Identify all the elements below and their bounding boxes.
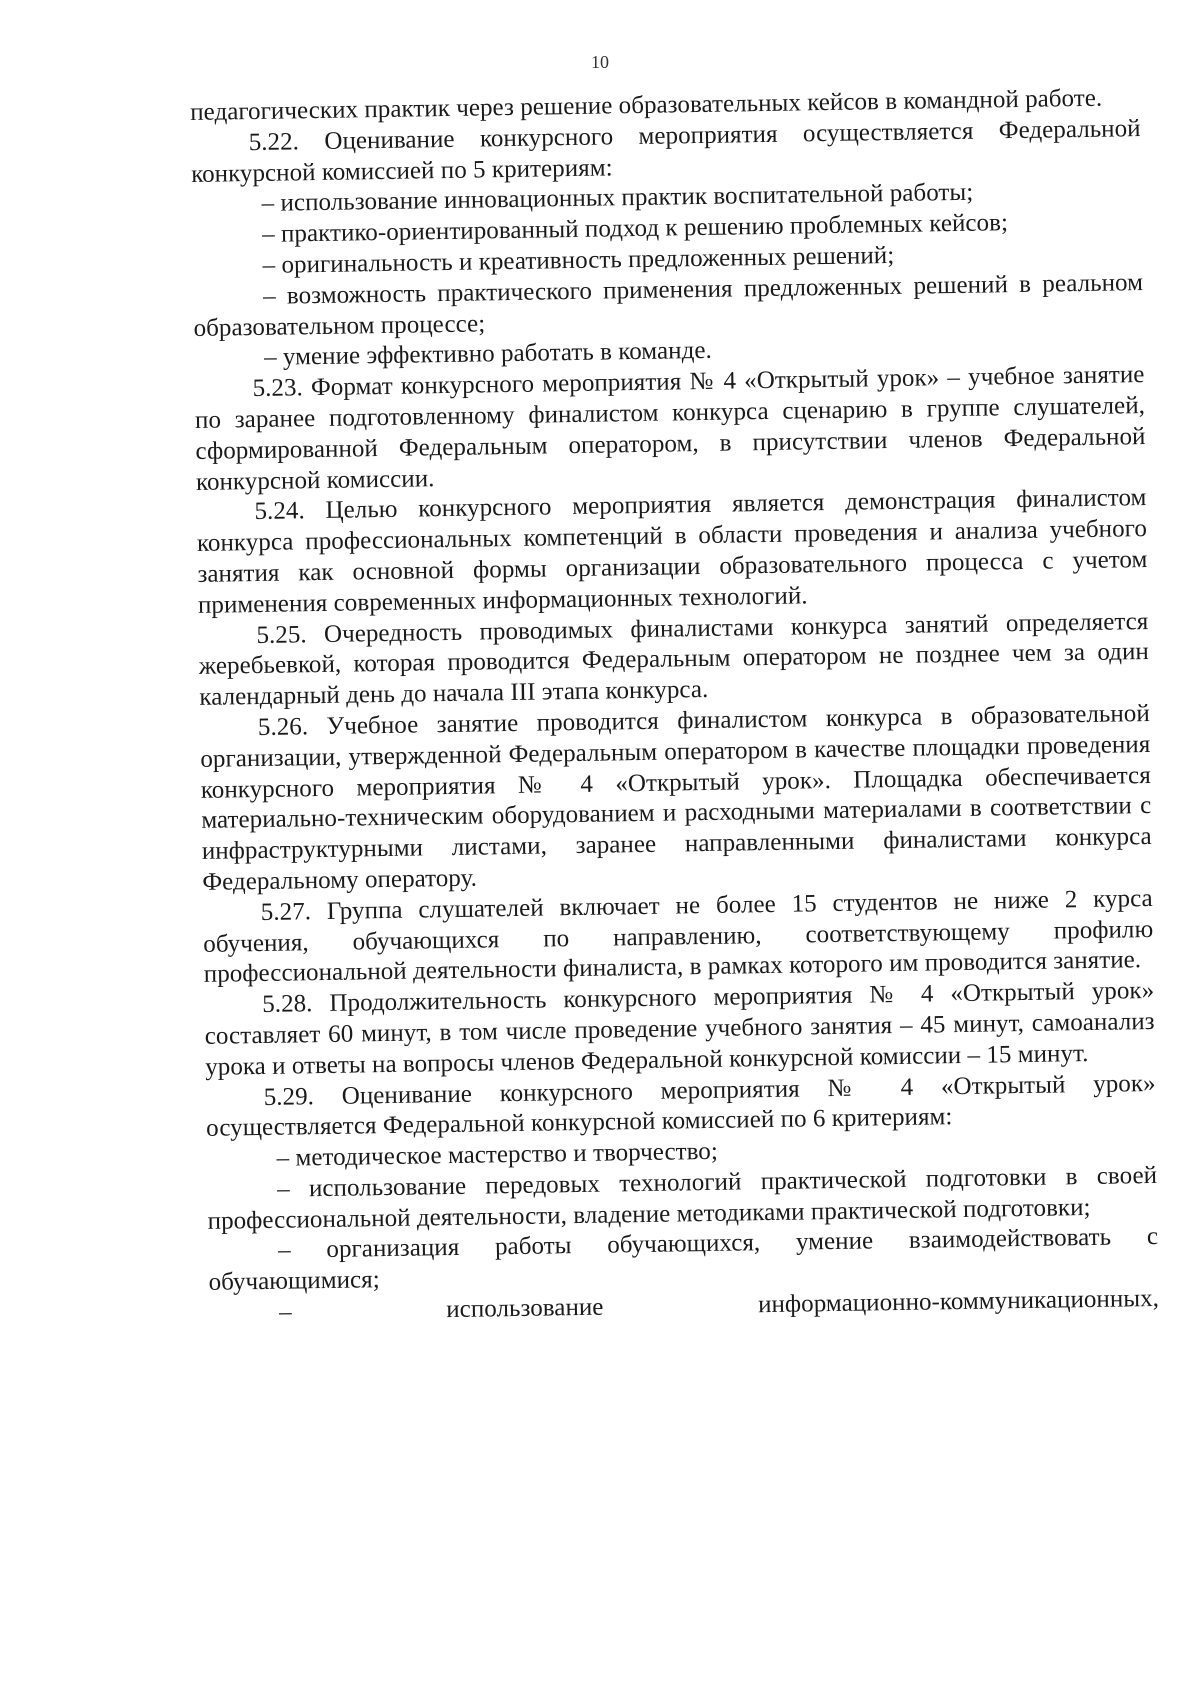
criteria-item: – использование информационно-коммуникационных, bbox=[278, 1285, 1160, 1326]
criteria-item: – умение эффективно работать в команде. bbox=[263, 337, 713, 372]
document-body bbox=[190, 83, 1159, 1330]
page-number: 10 bbox=[591, 52, 609, 72]
criteria-item: – практико-ориентированный подход к решению проблемных кейсов; bbox=[261, 209, 1009, 249]
criteria-item: – использование передовых технологий практической подготовки в своей профессиональной деятельности, владение методиками практической подготовки; bbox=[207, 1161, 1158, 1235]
criteria-item: – оригинальность и креативность предложенных решений; bbox=[262, 241, 895, 279]
clause-5-29: 5.29. Оценивание конкурсного мероприятия № 4 «Открытый урок» осуществляется Федеральной конкурсной комиссией по 6 критериям: bbox=[205, 1069, 1156, 1143]
criteria-item: – организация работы обучающихся, умение взаимодействовать с обучающимися; bbox=[208, 1223, 1159, 1297]
criteria-item: – использование инновационных практик воспитательной работы; bbox=[261, 179, 974, 218]
clause-5-23: 5.23. Формат конкурсного мероприятия № 4 «Открытый урок» – учебное занятие по заранее подготовленному финалистом конкурса сценарию в группе слушателей, сформированной Федеральным оператором, в присутствии членов Федеральной конкурсной комиссии. bbox=[194, 361, 1146, 496]
clause-5-28: 5.28. Продолжительность конкурсного мероприятия № 4 «Открытый урок» составляет 60 минут, в том числе проведение учебного занятия – 45 минут, самоанализ урока и ответы на вопросы членов Федеральной конкурсной комиссии – 15 минут. bbox=[204, 977, 1155, 1081]
criteria-item: – возможность практического применения предложенных решений в реальном образовательном процессе; bbox=[193, 268, 1144, 342]
clause-5-22: 5.22. Оценивание конкурсного мероприятия осуществляется Федеральной конкурсной комиссией по 5 критериям: bbox=[190, 114, 1141, 188]
clause-5-26: 5.26. Учебное занятие проводится финалистом конкурса в образовательной организации, утвержденной Федеральным оператором в качестве площадки проведения конкурсного мероприятия № 4 «Открытый урок». Площадка обеспечивается материально-техническим оборудованием и расходными материалами в соответствии с инфраструктурными листами, заранее направленными финалистами конкурса Федеральному оператору. bbox=[200, 699, 1152, 896]
criteria-item: – методическое мастерство и творчество; bbox=[276, 1137, 719, 1172]
clause-5-27: 5.27. Группа слушателей включает не более 15 студентов не ниже 2 курса обучения, обучающихся по направлению, соответствующему профилю профессиональной деятельности финалиста, в рамках которого им проводится занятие. bbox=[203, 884, 1154, 989]
paragraph-continuation: педагогических практик через решение образовательных кейсов в командной работе. bbox=[190, 84, 1103, 126]
clause-5-24: 5.24. Целью конкурсного мероприятия является демонстрация финалистом конкурса профессиональных компетенций в области проведения и анализа учебного занятия как основной формы организации образовательного процесса с учетом применения современных информационных технологий. bbox=[196, 484, 1148, 619]
clause-5-25: 5.25. Очередность проводимых финалистами конкурса занятий определяется жеребьевкой, которая проводится Федеральным оператором не позднее чем за один календарный день до начала III этапа конкурса. bbox=[198, 607, 1150, 712]
